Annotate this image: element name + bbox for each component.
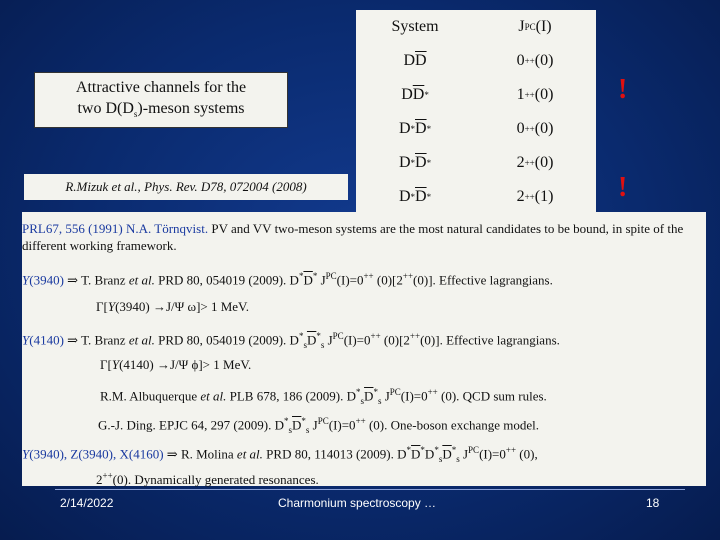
table-row bbox=[356, 146, 596, 180]
paragraph-branz-y3940: Y(3940) ⇒ T. Branz et al. PRD 80, 054019 (2009). $D^*\overline{D}^*$ $J^{PC}(I)=0^{++}$ (0)[2++(0)]. Effective lagrangians. bbox=[22, 271, 553, 288]
footer-title: Charmonium spectroscopy … bbox=[278, 496, 437, 510]
system-cell: D * $\overline{D}$ * bbox=[398, 188, 432, 205]
header-jpc: J PC (I) bbox=[518, 18, 552, 35]
system-cell: D $\overline{D}$ bbox=[403, 52, 427, 69]
table-header-row bbox=[356, 10, 596, 44]
gamma-y4140: Γ[Y(4140) →J/Ψ ϕ]> 1 MeV. bbox=[100, 357, 252, 372]
table-row bbox=[356, 44, 596, 78]
table-row bbox=[356, 112, 596, 146]
exclamation-mark: ! bbox=[618, 172, 628, 203]
jpc-cell: 1 ++ (0) bbox=[516, 86, 554, 103]
paragraph-ding: G.-J. Ding. EPJC 64, 297 (2009). $D^*_s\overline{D}^*_s$ $J^{PC}(I)=0^{++}$ (0). One-boson exchange model. bbox=[98, 416, 539, 435]
system-cell: D $\overline{D}$ * bbox=[401, 86, 429, 103]
header-system: System bbox=[391, 18, 439, 35]
footer-divider bbox=[55, 489, 685, 490]
gamma-y3940: Γ[Y(3940) →J/Ψ ω]> 1 MeV. bbox=[96, 299, 250, 314]
jpc-cell: 0 ++ (0) bbox=[516, 120, 554, 137]
states-table bbox=[356, 10, 596, 214]
main-content bbox=[22, 212, 706, 486]
exclamation-mark: ! bbox=[618, 74, 628, 105]
reference-citation: R.Mizuk et al., Phys. Rev. D78, 072004 (2008) bbox=[24, 174, 348, 200]
footer-date: 2/14/2022 bbox=[60, 496, 114, 510]
paragraph-tornqvist: PRL67, 556 (1991) N.A. Törnqvist. PV and VV two-meson systems are the most natural candidates to be bound, in spite of the different working framework. bbox=[22, 221, 684, 253]
system-cell: D * $\overline{D}$ * bbox=[398, 154, 432, 171]
table-row bbox=[356, 78, 596, 112]
paragraph-branz-y4140: Y(4140) ⇒ T. Branz et al. PRD 80, 054019 (2009). $D^*_s\overline{D}^*_s$ $J^{PC}(I)=0^{++}$ (0)[2++(0)]. Effective lagrangians. bbox=[22, 331, 560, 350]
attractive-channels-box: Attractive channels for the two $D(D_s)$-meson systems bbox=[34, 72, 288, 128]
table-row bbox=[356, 180, 596, 214]
paragraph-molina: Y(3940), Z(3940), X(4160) ⇒ R. Molina et al. PRD 80, 114013 (2009). $D^*\overline{D}^*D^*_s\overline{D}^*_s$ $J^{PC}(I)=0^{++}$ (0), 2++(0). Dynamically generated resonances. bbox=[22, 445, 538, 488]
jpc-cell: 2 ++ (0) bbox=[516, 154, 554, 171]
system-cell: D * $\overline{D}$ * bbox=[398, 120, 432, 137]
jpc-cell: 2 ++ (1) bbox=[516, 188, 554, 205]
footer-page-number: 18 bbox=[646, 496, 660, 510]
jpc-cell: 0 ++ (0) bbox=[516, 52, 554, 69]
paragraph-albuquerque: R.M. Albuquerque et al. PLB 678, 186 (2009). $D^*_s\overline{D}^*_s$ $J^{PC}(I)=0^{++}$ (0). QCD sum rules. bbox=[100, 387, 547, 406]
